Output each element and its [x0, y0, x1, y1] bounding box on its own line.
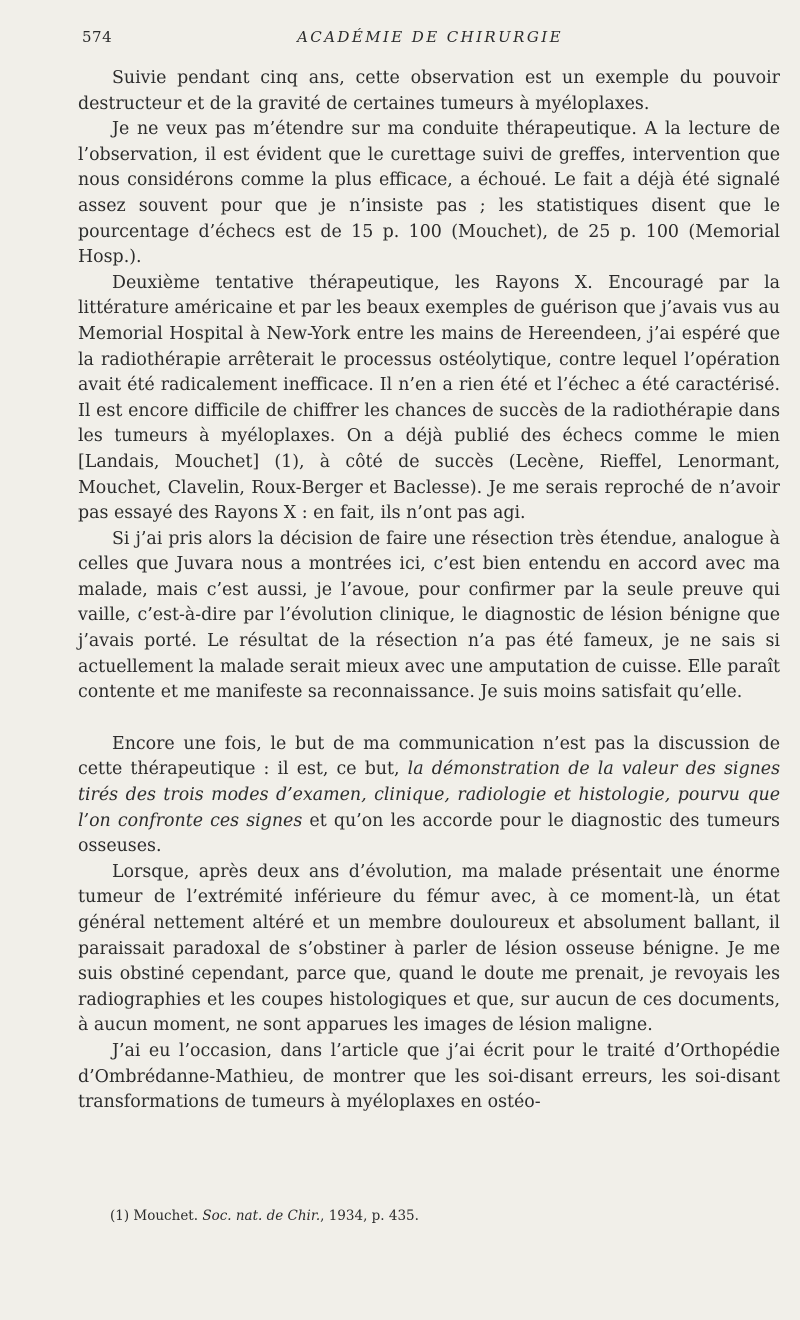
paragraph-7: J’ai eu l’occasion, dans l’article que j’ai écrit pour le traité d’Orthopédie d’Ombrédanne-Mathieu, de montrer que les soi-disant erreurs, les soi-disant transformations de tumeurs à myéloplaxes en ostéo-: [78, 1040, 780, 1113]
paragraph-5-emphasis: la démonstration de la valeur des signes tirés des trois modes d’examen, clinique, radiologie et histologie, pourvu que l’on confronte ces signes: [78, 759, 780, 831]
paragraph-3: Deuxième tentative thérapeutique, les Rayons X. Encouragé par la littérature américaine et par les beaux exemples de guérison que j’avais vus au Memorial Hospital à New-York entre les mains de Hereendeen, j’ai espéré que la radiothérapie arrêterait le processus ostéolytique, contre lequel l’opération avait été radicalement inefficace. Il n’en a rien été et l’échec a été caractérisé. Il est encore difficile de chiffrer les chances de succès de la radiothérapie dans les tumeurs à myéloplaxes. On a déjà publié des échecs comme le mien [Landais, Mouchet] (1), à côté de succès (Lecène, Rieffel, Lenormant, Mouchet, Clavelin, Roux-Berger et Baclesse). Je me serais reproché de n’avoir pas essayé des Rayons X : en fait, ils n’ont pas agi.: [78, 272, 780, 524]
paragraph-5-end: et qu’on les accorde pour le diagnostic des tumeurs osseuses.: [78, 810, 780, 857]
paragraph-5: [78, 732, 780, 860]
page-number: 574: [82, 28, 113, 46]
paragraph-4: Si j’ai pris alors la décision de faire une résection très étendue, analogue à celles que Juvara nous a montrées ici, c’est bien entendu en accord avec ma malade, mais c’est aussi, je l’avoue, pour confirmer par la seule preuve qui vaille, c’est-à-dire par l’évolution clinique, le diagnostic de lésion bénigne que j’avais porté. Le résultat de la résection n’a pas été fameux, je ne sais si actuellement la malade serait mieux avec une amputation de cuisse. Elle paraît contente et me manifeste sa reconnaissance. Je suis moins satisfait qu’elle.: [78, 528, 780, 703]
body-text: [78, 66, 780, 1116]
paragraph-5-start: Encore une fois, le but de ma communication n’est pas la discussion de cette thérapeutique : il est, ce but,: [78, 733, 780, 780]
footnote-marker: (1): [110, 1208, 130, 1224]
footnote-citation: , 1934, p. 435.: [320, 1208, 419, 1224]
paragraph-6: Lorsque, après deux ans d’évolution, ma malade présentait une énorme tumeur de l’extrémité inférieure du fémur avec, à ce moment-là, un état général nettement altéré et un membre douloureux et absolument ballant, il paraissait paradoxal de s’obstiner à parler de lésion osseuse bénigne. Je me suis obstiné cependant, parce que, quand le doute me prenait, je revoyais les radiographies et les coupes histologiques et que, sur aucun de ces documents, à aucun moment, ne sont apparues les images de lésion maligne.: [78, 861, 780, 1036]
paragraph-1: Suivie pendant cinq ans, cette observation est un exemple du pouvoir destructeur et de la gravité de certaines tumeurs à myéloplaxes.: [78, 68, 780, 114]
page-header: [82, 28, 778, 52]
paragraph-2: Je ne veux pas m’étendre sur ma conduite thérapeutique. A la lecture de l’observation, il est évident que le curettage suivi de greffes, intervention que nous considérons comme la plus efficace, a échoué. Le fait a déjà été signalé assez souvent pour que je n’insiste pas ; les statistiques disent que le pourcentage d’échecs est de 15 p. 100 (Mouchet), de 25 p. 100 (Memorial Hosp.).: [78, 119, 780, 268]
footnote-author: Mouchet.: [129, 1208, 203, 1224]
footnote: [110, 1208, 780, 1224]
footnote-journal: Soc. nat. de Chir.: [202, 1208, 321, 1224]
running-title: ACADÉMIE DE CHIRURGIE: [297, 28, 563, 46]
